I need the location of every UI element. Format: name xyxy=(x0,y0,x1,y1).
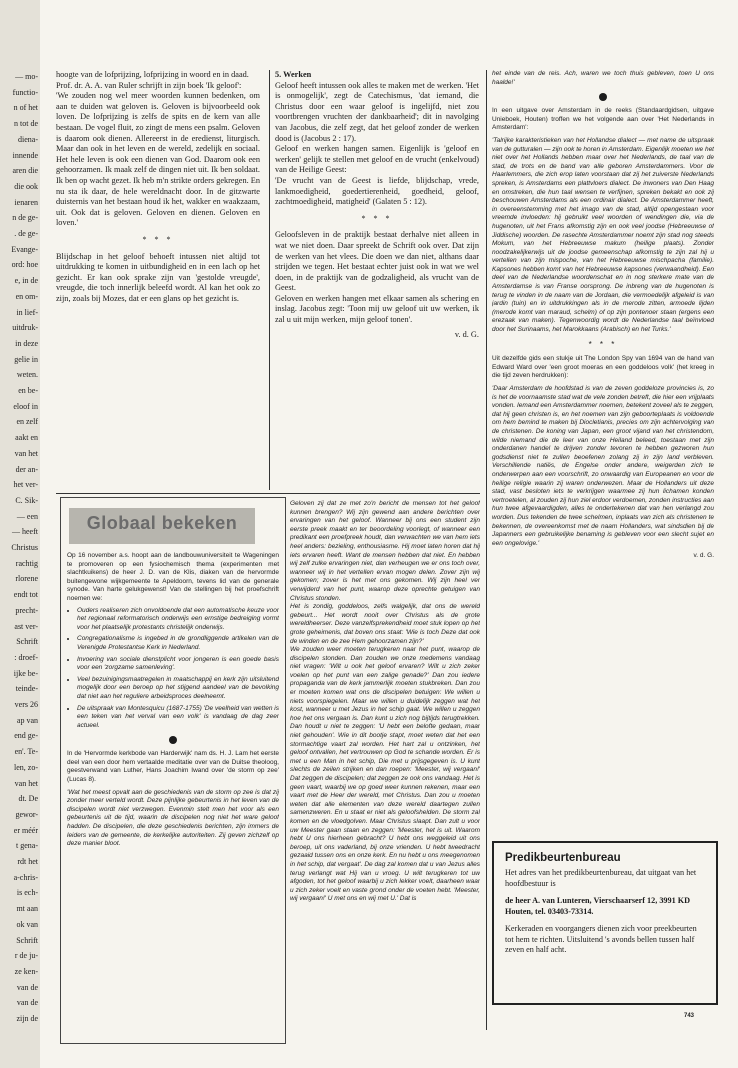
globaal-title: Globaal bekeken xyxy=(86,513,238,533)
globaal-content xyxy=(67,552,279,1038)
page-gutter xyxy=(0,0,41,1068)
col2-quote: 'De vrucht van de Geest is liefde, blijdschap, vrede, lankmoedigheid, goedertierenheid, goedheid, geloof, zachtmoedigheid, matigheid' (Galaten 5 : 12). xyxy=(275,175,479,207)
fragment-line: Schrift xyxy=(16,935,38,945)
fragment-line: Schrift xyxy=(16,637,38,647)
fragment-line: end ge- xyxy=(14,731,38,741)
fragment-line: diena- xyxy=(18,134,38,144)
col2-paragraph-1: Geloof heeft intussen ook alles te maken met de werken. 'Het is onmogelijk', zegt de Catechismus, 'dat iemand, die Christus door een waar geloof is ingelijfd, niet zou voortbrengen vruchten der dankbaarheid'; dit in navolging van Jacobus, die zelf zegt, dat het geloof zonder de werken dood is (Jacobus 2 : 17). xyxy=(275,80,479,143)
fragment-line: zijn de xyxy=(16,1014,38,1023)
col3-paragraph-1: het einde van de reis. Ach, waren we toch thuis gebleven, toen U ons haalde!' xyxy=(492,70,714,86)
fragment-line: het ver- xyxy=(13,480,38,490)
globaal-quote: 'Wat het meest opvalt aan de geschiedenis van de storm op zee is dat zij zonder meer verteld wordt. Deze pijnlijke gebeurtenis in het leven van de discipelen wordt niet verzwegen. Evenmin stelt men het voor als een gebeurtenis uit de tijd, waarin de discipelen nog niet het ware geloof hadden. De discipelen, die deze geschiedenis berichten, zijn immers de leiders van de gemeente, de kerkelijke autoriteiten. Zij geven zichzelf op deze manier bloot. xyxy=(67,788,279,848)
col1-paragraph-2: Prof. dr. A. A. van Ruler schrijft in zijn boek 'Ik geloof': xyxy=(56,80,242,90)
bullet-dot xyxy=(169,736,177,744)
column-rule xyxy=(486,70,487,1030)
fragment-line: en'. Te- xyxy=(14,747,38,757)
fragment-line: en be- xyxy=(18,386,38,395)
fragment-line: is ech- xyxy=(16,888,38,898)
col2-paragraph-2: Geloof en werken hangen samen. Eigenlijk is 'geloof en werken' gelijk te stellen met geloof en de vrucht (enkelvoud) van de Heilige Geest: xyxy=(275,144,479,175)
newspaper-page xyxy=(40,0,738,1068)
col1-paragraph-4: Blijdschap in het geloof behoeft intussen niet altijd tot uitdrukking te komen in uitbundigheid en in een lach op het gezicht. Er kan ook sprake zijn van 'gestolde vreugde', vreugde, die toch innerlijk beleefd wordt. Al kan het ook zo zijn, zoals bij Mozes, dat er een glans op het gezicht is. xyxy=(56,251,260,303)
section-divider-stars: * * * xyxy=(142,234,174,244)
fragment-line: der an- xyxy=(15,464,38,474)
fragment-line: ok van xyxy=(16,919,38,929)
fragment-line: — mo- xyxy=(15,72,38,81)
fragment-line: rachtig xyxy=(15,558,38,568)
fragment-line: ze ken- xyxy=(14,966,38,976)
fragment-line: mt aan xyxy=(16,904,38,914)
col3-paragraph-4: Uit dezelfde gids een stukje uit The London Spy van 1694 van de hand van Edward Ward over 'een groot moeras en een goddeloos volk' (het kreeg in die tijd zeven herdrukken): xyxy=(492,355,714,380)
col1-paragraph-1: hoogte van de lofprijzing, lofprijzing in woord en in daad. xyxy=(56,70,249,79)
fragment-line: eloof in xyxy=(13,401,38,411)
globaal-intro: Op 16 november a.s. hoopt aan de landbouwuniversiteit te Wageningen te promoveren op een fysiochemisch thema (experimenten met slachtkuikens) de heer J. D. van de Klis, diaken van de hervormde buitengewone wijkgemeente te Apeldoorn, tevens lid van de generale synode. Van harte gelukgewenst! Van de stellingen bij het proefschrift noemen we: xyxy=(67,552,279,602)
predikbeurtenbureau-title: Predikbeurtenbureau xyxy=(505,852,621,864)
fragment-line: ienaren xyxy=(14,197,38,207)
column-one xyxy=(56,70,260,490)
section-divider-stars: * * * xyxy=(588,339,618,349)
fragment-line: ord: hoe xyxy=(11,260,38,270)
fragment-line: weten. xyxy=(16,370,38,380)
predikbeurtenbureau-box xyxy=(492,841,718,1005)
fragment-line: ijke be- xyxy=(13,668,38,678)
stelling-item: • De uitspraak van Montesquicu (1687-1755) 'De veelheid van wetten is een teken van het verval van een volk' is vandaag de dag zeer actueel. xyxy=(77,705,279,731)
col3-quote-2: 'Daar Amsterdam de hoofdstad is van de zeven goddeloze provincies is, zo is het de voornaamste stad wat de vele zonden betreft, die hier een vrijplaats vonden. Iemand een Amsterdammer noemen, betekent zoveel als te zeggen, dat hij geen christen is, en het noemen van zijn geboorteplaats is voldoende om hem bemind te maken bij Diocletianis, precies om zijn achtervolging van de christenen. De koning van Japan, een groot vijand van het christendom, wilde niemand die de leer van onze Heiland beleed, toestaan met zijn onderdanen handel te drijven zonder tevoren te hebben gezworen hun godsdienst niet te zullen beoefenen zolang zij in zijn land verbleven. Verschillende natiës, de Engelse onder andere, weigerden zich te onderwerpen aan een voorschrift, zo onwaardig van Europeanen en voor de heilige religie waarin zij waren onderwezen. Maar de Hollanders uit deze stad, vast besloten iets te verkrijgen waarmee zij hun lichamen konden vertroetelen, al zouden zij hun ziel erdoor verdoemen, zonden instructies aan hun twee afgevaardigden, alles te ondertekenen dat van hen verlangd zou worden. Dus tekenden de twee schelmen, inplaats van zich als christenen te bekennen, de overeenkomst met de naam Hollanders, wat sindsdien bij de Japanners een gebruikelijke benaming is gebleven voor een slecht sujet en een ongelovige.' xyxy=(492,385,714,547)
mid-paragraph-3: We zouden weer moeten terugkeren naar het punt, waarop de discipelen stonden. Dan zouden we onze medemens vandaag niet vragen: 'Wilt u ook het geloof ervaren? Wilt u zich zeker voelen op het punt van een zalige genade?' Dan zou iedere propaganda van de kerk jammerlijk moeten stukbreken. Dan zou er moeten komen wat ons de discipelen betuigen: We willen u niets voorspiegelen. Maar we willen u duidelijk zeggen wat het kost, wanneer u met Jezus in het schip gaat. We willen u zeggen hoe het ons vergaan is. Dan kunt u zich nog bijtijds terugtrekken. Dan houdt u niet te zeggen: 'U hebt een belofte gedaan, maar niet gehouden'. Wie in dit bootje stapt, moet weten dat het een stormachtige vaart zal worden. Het hart zal u ontzinken, het geloof ontvallen, het vertrouwen op God te schande worden. Er is met u een Man in het schip, Die met u prijsgegeven is. U kunt slechts de zeilen strijken en dan roepen: 'Meester, wij vergaan!' Dat zeggen de discipelen; dat zeggen ze ook ons vandaag. Het is geen vaart, waarbij we op goed weer kunnen rekenen, maar een vaart met de Heer der wereld, met Christus. Dan zou u moeten weten dat alle elementen van deze wereld daartegen zullen samenzweren. En u staat er niet als geloofshelden. De storm zal komen en de vloedgolven. Maar Christus slaapt. Dan zult u voor uw Meester gaan staan en zeggen: 'Meester, het is uit. Waarom hebt U ons hierheen gebracht? U hebt ons weggeleid uit ons beroep, uit ons vaderland, bij onze vrienden. U hebt tweedracht gezaaid tussen ons en onze kerk. En nu hebt u ons meegenomen in het schip, dat vergaat'. De dag zal komen dat u van Jezus alles terug verlangt wat Hij van u vroeg. U wilt terugkeren tot uw afgoden, tot het geloof waarbij u zich lekker voelt, daarheen waar u zich zeker voelt en vaste grond onder de voeten hebt. 'Meester, wij vergaan!' U met ons en wij met U.' Dat is xyxy=(290,646,480,903)
horizontal-rule xyxy=(56,493,480,494)
fragment-line: vers 26 xyxy=(14,700,38,709)
fragment-line: en om- xyxy=(15,291,38,301)
stelling-item: • Congregationalisme is ingebed in de grondliggende artikelen van de Verenigde Protestantse Kerk in Nederland. xyxy=(77,635,279,652)
fragment-line: — heeft xyxy=(12,527,38,537)
fragment-line: n tot de xyxy=(14,119,38,129)
column-rule xyxy=(269,70,270,490)
fragment-line: n de ge- xyxy=(12,213,38,223)
fragment-line: rlorene xyxy=(15,574,38,584)
mid-paragraph-2: Het is zondig, goddeloos, zelfs walgelijk, dat ons de wereld gebeurt... Het wordt nooit over Christus als de grote wereldheerser. Deze vanzelfsprekendheid moet stuk lopen op het grote geheimenis, dat boven ons staat: 'Wie is toch Deze dat ook de winden en de zee Hem gehoorzamen zijn?' xyxy=(290,603,480,645)
column-two-lower xyxy=(290,500,480,1040)
fragment-line: in deze xyxy=(15,338,38,348)
stellingen-list xyxy=(67,607,279,731)
fragment-line: dt. De xyxy=(18,794,38,804)
fragment-line: ap van xyxy=(16,715,38,725)
fragment-line: teinde- xyxy=(15,684,38,694)
fragment-line: gewor- xyxy=(15,809,38,819)
col3-paragraph-2: In een uitgave over Amsterdam in de reeks (Standaardgidsen, uitgave Unieboek, Houten) troffen we het volgende aan over 'Het Nederlands in Amsterdam': xyxy=(492,107,714,132)
globaal-paragraph-2: In de 'Hervormde kerkbode van Harderwijk' nam ds. H. J. Lam het eerste deel van een door hem vertaalde meditatie over van de Duitse theoloog, geestverwand van Luther, Hans Joachim Iwand over 'de storm op zee' (Lucas 8). xyxy=(67,750,279,784)
fragment-line: C. Sik- xyxy=(15,495,38,505)
fragment-line: r de ju- xyxy=(14,951,38,961)
fragment-line: endt tot xyxy=(13,590,38,600)
page-number: 743 xyxy=(684,1013,695,1019)
column-three xyxy=(492,70,714,840)
predikbeurten-address: de heer A. van Lunteren, Vierschaarserf 12, 3991 KD Houten, tel. 03403-73314. xyxy=(505,896,691,916)
fragment-line: van de xyxy=(16,982,38,992)
col2-paragraph-5: Geloven en werken hangen met elkaar samen als schering en inslag. Jacobus zegt: 'Toon mij uw geloof uit uw werken, ik zal u uit mijn werken, mijn geloof tonen'. xyxy=(275,293,479,325)
section-heading-werken: 5. Werken xyxy=(275,70,312,79)
stelling-item: • Veel bezuinigingsmaatregelen in maatschappij en kerk zijn uitsluitend mogelijk door een beroep op het stijgend aandeel van de bevolking dat niet aan het reguliere arbeidsproces deelneemt. xyxy=(77,676,279,702)
section-divider-stars: * * * xyxy=(361,213,393,223)
stelling-item: • Ouders realiseren zich onvoldoende dat een automatische keuze voor het regionaal reformatorisch onderwijs een ernstige bedreiging vormt voor het plaatselijk protestants christelijk onderwijs. xyxy=(77,607,279,633)
stelling-item: • Invoering van sociale dienstplicht voor jongeren is een goede basis voor een 'zorgzame samenleving'. xyxy=(77,656,279,673)
fragment-line: ast ver- xyxy=(14,621,38,631)
previous-page-column-fragment xyxy=(0,0,40,1068)
bullet-dot xyxy=(599,93,607,101)
fragment-line: uitdruk- xyxy=(12,323,38,333)
col3-quote: 'Talrijke karakteristieken van het Hollandse dialect — met name de uitspraak van de gutturalen — zijn ook te horen in Amsterdam. Eigenlijk moeten we het niet over het Hollands hebben maar over het Nederlands, de taal van de stad, de trots en de band van alle geboren Amsterdammers. Voor de Haarlemmers, die zich erop laten voorstaan dat zij het zuiverste Nederlands spreken, is Amsterdams een plattvloers dialect. De inwoners van Den Haag en omstreken, die hun taal wensen te verfijnen, spreken bekakt en ook zij beschouwen Amsterdams als een ordinair dialect. De Amsterdammer heeft, in overeenstemming met het imago van de stad, altijd opengestaan voor vreemde invloeden: hij gebruikt veel woorden of wendingen die, via de hugenoten, uit het Frans afkomstig zijn en ook veel joodse (Hebreeuwse of Jiddische) woorden. De rasechte Amsterdammer noemt zijn stad nog steeds Mokum, van het Hebreeuwse makum (heilige plaats). Zonder noodzakelijkerwijs uit de joodse gemeenschap afkomstig te zijn zal hij u vertellen van zijn mispoche, van het Hebreeuwse mischpacha (familie). Kapsones hebben komt van het Hebreeuwse kapsones (verwaandheid). Een deel van de Nederlandse woordenschat en in nog sterkere mate van de Amsterdamse is van Franse oorsprong. De inbreng van de hugenoten is terug te vinden in de naam van de Jordaan, die vermoedelijk afgeleid is van jardin (tuin) en in uitdrukkingen als in de merode zitten, armoede lijden (merode komt van maraud, schelm) of op zijn pontenoer staan (ergens een erezaak van maken). Tegenwoordig wordt de Nederlandse taal beïnvloed door het Surinaams, het Marokkaans (Arabisch) en het Turks.' xyxy=(492,136,714,334)
globaal-banner xyxy=(69,508,255,544)
fragment-line: gelie in xyxy=(14,354,38,364)
fragment-line: van het xyxy=(14,778,38,788)
fragment-line: . de ge- xyxy=(14,229,38,238)
fragment-line: innende xyxy=(12,150,38,160)
fragment-line: in lief- xyxy=(16,307,38,317)
fragment-line: er méér xyxy=(13,825,38,835)
author-signature: v. d. G. xyxy=(693,552,714,560)
fragment-line: Evange- xyxy=(11,244,38,254)
fragment-line: van de xyxy=(16,998,38,1008)
col2-paragraph-4: Geloofsleven in de praktijk bestaat derhalve niet alleen in wat we niet doen. Daar spreekt de Schrift ook over. Dat zijn de werken van het vlees. Die doen we dan niet, althans daar strijden we tegen. Het bestaat echter juist ook in wat we wel doen, in de praktijk van de godzaligheid, als vrucht van de Geest. xyxy=(275,230,479,293)
globaal-bekeken-box xyxy=(60,497,286,1044)
fragment-line: rdt het xyxy=(17,857,38,866)
column-two xyxy=(275,70,479,495)
author-signature: v. d. G. xyxy=(454,329,479,339)
mid-paragraph-1: Geloven zij dat ze met zo'n bericht de mensen tot het geloof kunnen brengen? Wij zijn gewend aan andere berichten over ervaringen van het geloof. Wanneer bij ons een student zijn eerste preek maakt en ter beoordeling voorlegt, of wanneer een predikant een proefpreek houdt, dan verwachten we van hem iets heel anders: bezieling, enthousiasme. Hij moet laten horen dat hij iets ervaren heeft. Want de mensen hebben dat niet. En hebben wij zelf zulke ervaringen niet, dan verheugen we er ons toch over, wanneer wij in het vertellen ervan mogen delen. Zover zijn wij gekomen; zover is het met ons gekomen. Wij zijn heel ver verwijderd van het punt, waarop deze oprechte getuigen van Christus stonden. xyxy=(290,500,480,602)
fragment-line: a-chris- xyxy=(13,872,38,882)
fragment-line: en zelf xyxy=(16,417,38,427)
fragment-line: e, in de xyxy=(14,276,38,286)
fragment-line: Christus xyxy=(11,543,38,552)
fragment-line: t gena- xyxy=(16,841,38,851)
fragment-line: precht- xyxy=(15,605,38,615)
fragment-line: die ook xyxy=(14,181,38,191)
fragment-line: — een xyxy=(16,511,38,521)
fragment-line: aakt en xyxy=(15,433,38,443)
fragment-line: : droef- xyxy=(14,652,38,662)
fragment-line: n of het xyxy=(13,103,38,113)
fragment-line: van het xyxy=(14,448,38,458)
fragment-line: len, zo- xyxy=(14,762,38,772)
col1-quote: 'We zouden nog wel meer woorden kunnen bedenken, om aan te duiden wat geloven is. Geloven is bijvoorbeeld ook loven. De lofprijzing is zelfs de spits en de kern van alle bestaan. De vogel fluit, zo zingt de mens een psalm. Geloven is daarom ook dienen. Allereerst in de eredienst, liturgisch. Maar dan ook in het leven en de wereld, zedelijk en sociaal. Het hele leven is ook een dienen van God. Daarom ook een gehoorzamen. Ik maak zelf de dingen niet uit. Ik ben soldaat. Ik ben op wacht gezet. Ik heb m'n strikte orders gekregen. En nu sta ik daar, de hele wereldnacht door. In de gitzwarte duisternis van het bestaan houd ik het, wakker en waakzaam, uit. Ook dat is geloven. Geloven en dienen. Geloven en loven.' xyxy=(56,91,260,228)
predikbeurten-instructions: Kerkeraden en voorgangers dienen zich voor preekbeurten tot hem te richten. Uitsluitend 's avonds bellen tussen half zeven en half acht. xyxy=(505,924,697,954)
fragment-line: aren die xyxy=(12,166,38,176)
fragment-line: functio- xyxy=(12,87,38,97)
predikbeurten-intro: Het adres van het predikbeurtenbureau, dat uitgaat van het hoofdbestuur is xyxy=(505,868,697,888)
